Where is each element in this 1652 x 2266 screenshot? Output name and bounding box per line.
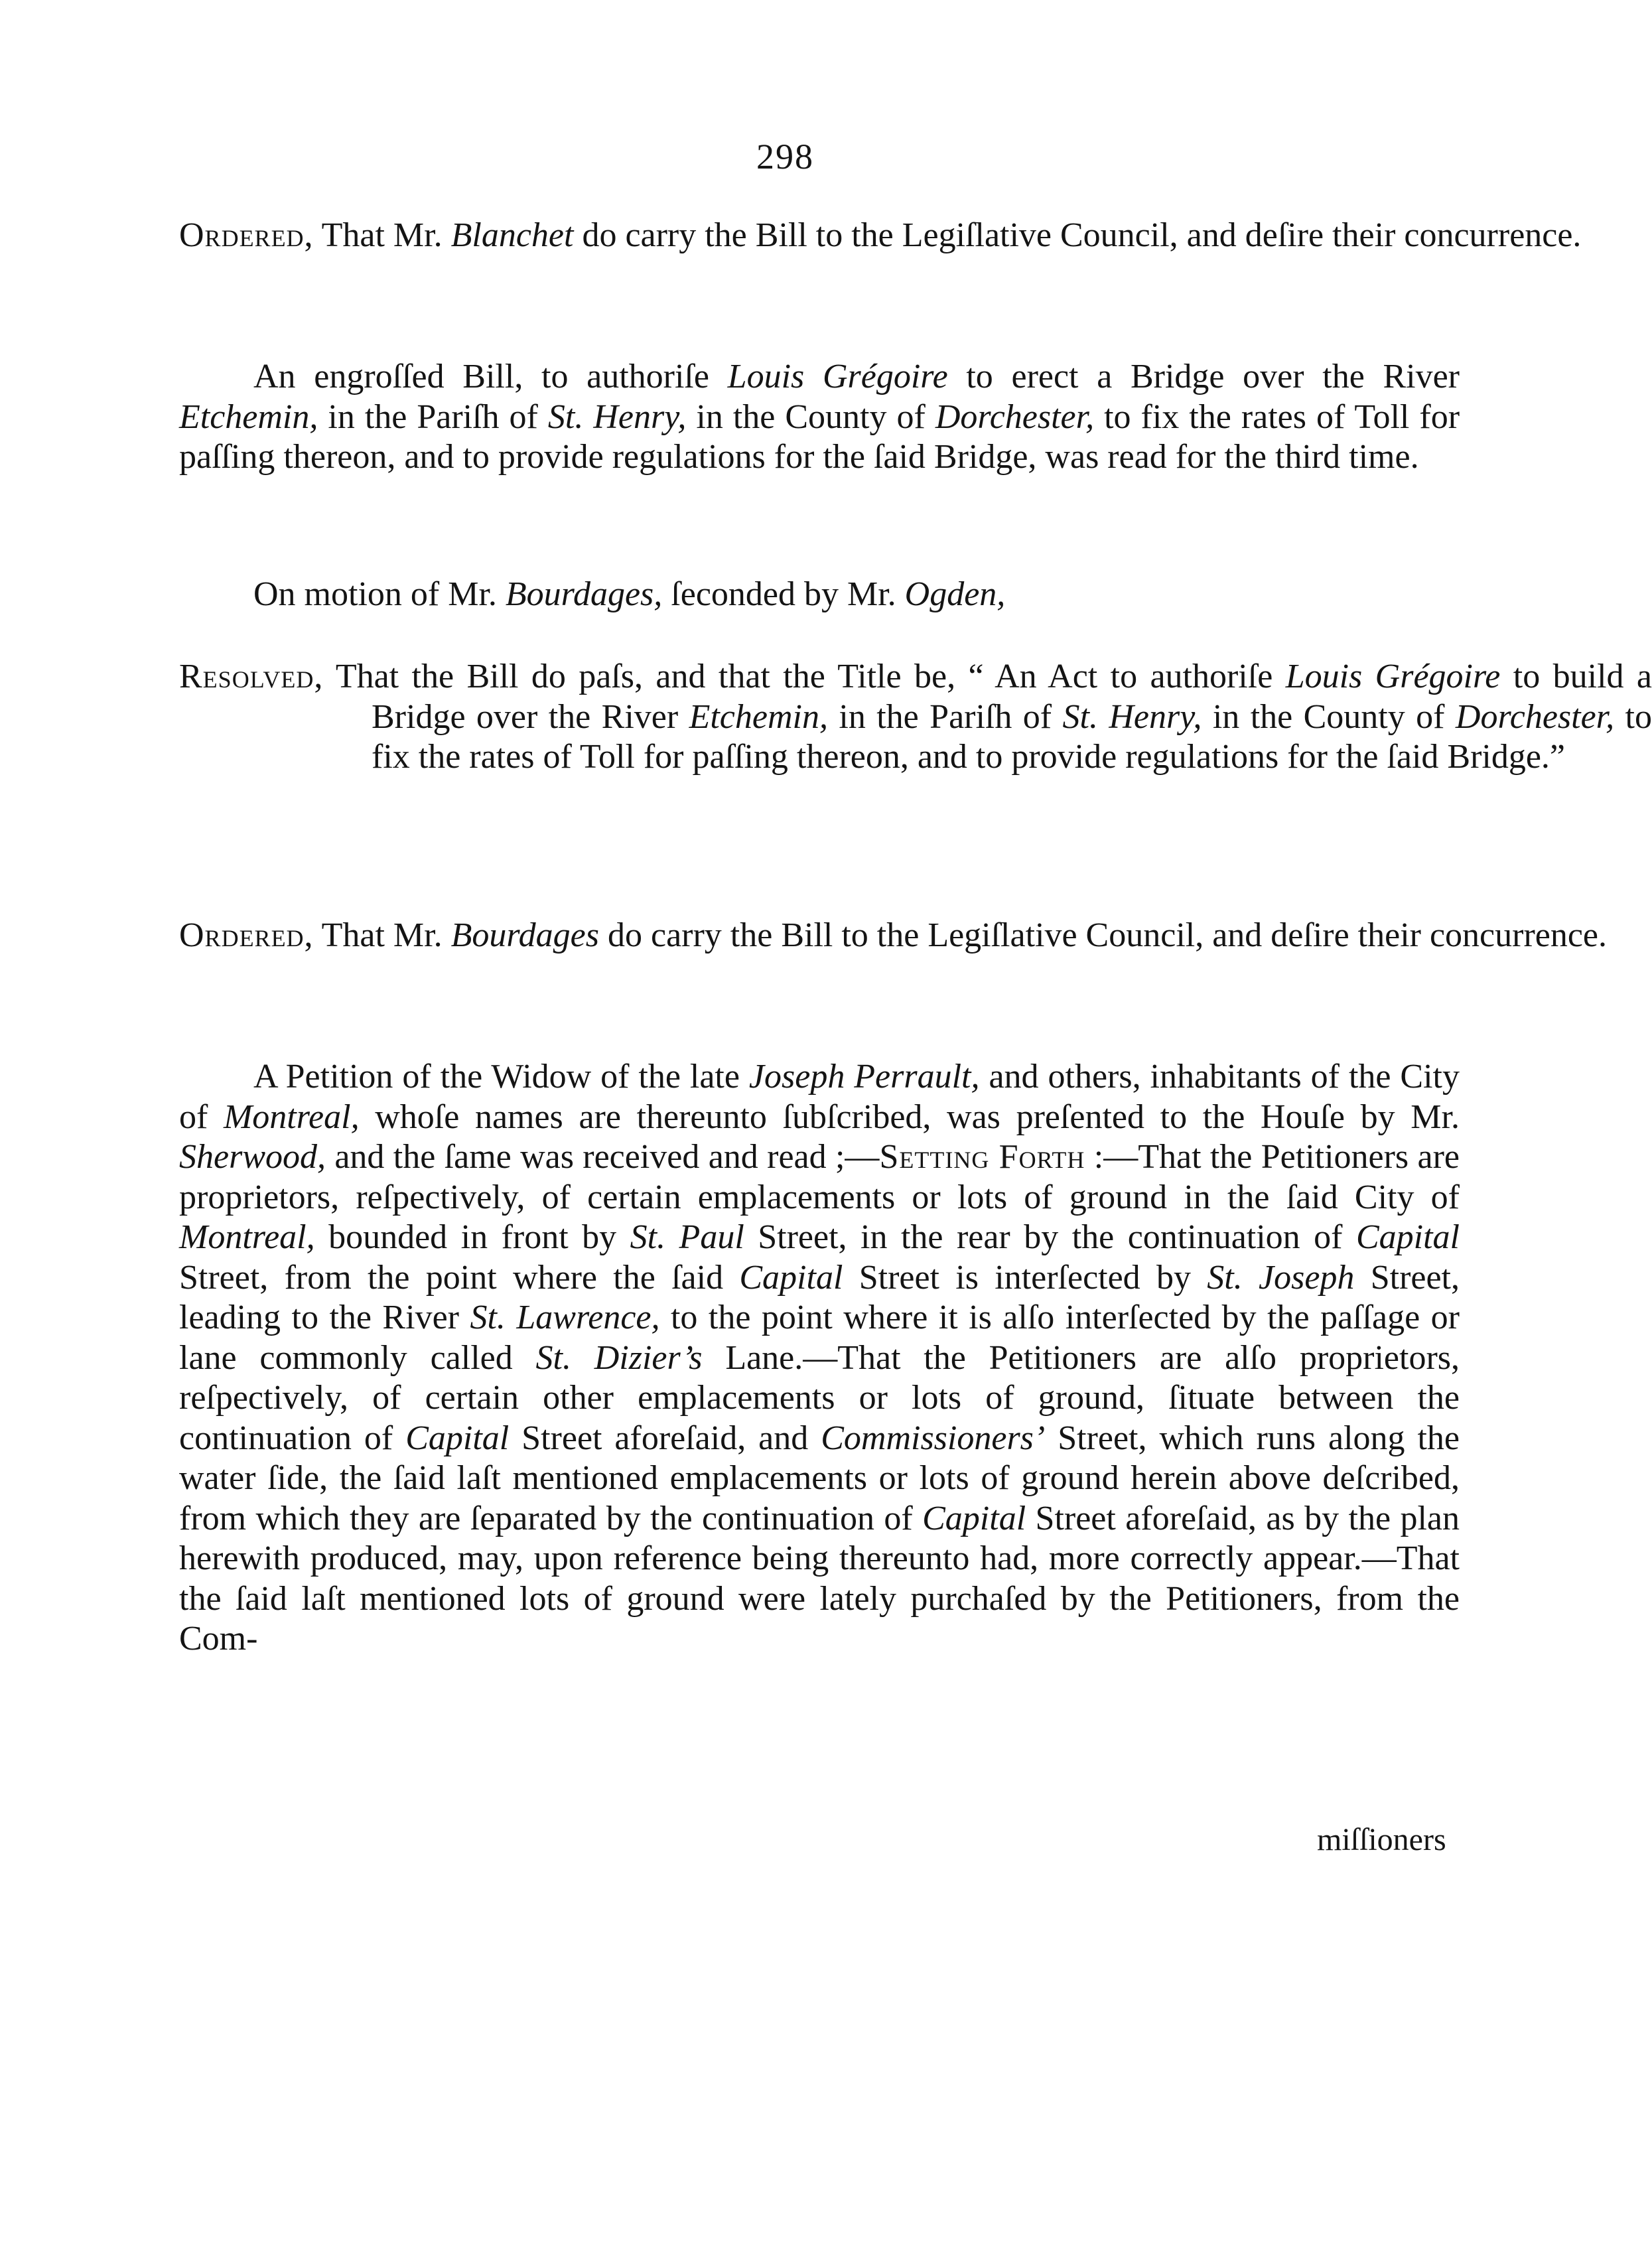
italic-name: Montreal, [223, 1098, 360, 1136]
text-run: to build a Bridge over the River [372, 658, 1652, 736]
text-run: in the County of [686, 397, 935, 436]
text-run: and others, inhabitants of the City of [179, 1058, 1460, 1136]
text-run: in the Pariſh of [318, 397, 548, 436]
entry-keyword: Ordered, [179, 916, 314, 954]
text-run: Street, in the rear by the continuation of [744, 1218, 1356, 1256]
italic-name: Etchemin, [689, 697, 828, 736]
text-run: and the ſame was received and read ;— [326, 1138, 880, 1176]
text-run: Street, from the point where the ſaid [179, 1258, 740, 1297]
italic-name: St. Lawrence, [470, 1299, 660, 1336]
text-run: That the Bill do paſs, and that the Title be, “ An Act to authoriſe [323, 658, 1286, 695]
entry-petition [179, 1057, 1460, 1660]
text-run: Street, which runs along the water ſide, the ſaid laſt mentioned emplacements or lots of ground herein above deſcribed, from which they are ſeparated by the continuation of [179, 1419, 1460, 1537]
text-run: That Mr. [313, 216, 451, 254]
text-run: ſeconded by Mr. [662, 575, 905, 613]
text-run: A Petition of the Widow of the late [253, 1058, 749, 1096]
italic-name: Ogden, [904, 575, 1006, 613]
text-run: That Mr. [313, 916, 451, 954]
italic-name: Bourdages, [505, 575, 663, 613]
text-run: to fix the rates of Toll for paſſing thereon, and to provide regulations for the ſaid Bridge.” [372, 697, 1652, 776]
italic-name: Dorchester, [935, 397, 1095, 436]
text-run: to fix the rates of Toll for paſſing thereon, and to provide regulations for the ſaid Bridge, was read for the third time. [179, 397, 1460, 476]
text-run: do carry the Bill to the Legiſlative Council, and deſire their concurrence. [573, 216, 1582, 254]
text-run: in the Pariſh of [827, 697, 1063, 736]
text-run: to the point where it is alſo interſected by the paſſage or lane commonly called [179, 1299, 1460, 1377]
text-run: On motion of Mr. [253, 575, 506, 613]
italic-name: Louis Grégoire [1285, 658, 1501, 695]
entry-ordered-bourdages [179, 916, 1652, 956]
text-run: bounded in front by [314, 1218, 630, 1256]
italic-name: Montreal, [179, 1218, 315, 1256]
italic-name: St. Joseph [1207, 1258, 1355, 1297]
italic-name: Joseph Perrault, [748, 1058, 980, 1096]
entry-keyword: Resolved, [179, 658, 324, 695]
entry-keyword: Ordered, [179, 216, 314, 254]
text-run: An engroſſed Bill, to authoriſe [253, 358, 728, 395]
italic-name: Blanchet [450, 216, 574, 254]
italic-name: Bourdages [450, 916, 599, 954]
entry-motion [179, 575, 1460, 615]
italic-name: St. Paul [630, 1218, 744, 1256]
italic-name: Louis Grégoire [727, 358, 948, 395]
italic-name: St. Henry, [1062, 697, 1202, 736]
text-run: whoſe names are thereunto ſubſcribed, was preſented to the Houſe by Mr. [359, 1098, 1460, 1136]
catchword: miſſioners [1317, 1822, 1446, 1857]
entry-resolved [179, 657, 1652, 778]
italic-name: Sherwood, [179, 1138, 326, 1176]
italic-name: Capital [739, 1258, 843, 1297]
text-run: Street aforeſaid, as by the plan herewith produced, may, upon reference being thereunto had, more correctly appear.—That the ſaid laſt mentioned lots of ground were lately purchaſed by the Petitioners, from the Com- [179, 1499, 1460, 1658]
entry-ordered-blanchet [179, 216, 1652, 256]
page-number: 298 [756, 137, 814, 177]
entry-engrossed-bill [179, 357, 1460, 478]
italic-name: Capital [922, 1499, 1026, 1537]
italic-name: St. Dizier’s [535, 1338, 703, 1377]
text-run: Street, leading to the River [179, 1258, 1460, 1336]
italic-name: St. Henry, [547, 397, 687, 436]
text-run: do carry the Bill to the Legiſlative Council, and deſire their concurrence. [599, 916, 1607, 954]
italic-name: Etchemin, [179, 397, 318, 436]
text-run: in the County of [1202, 697, 1456, 736]
italic-name: Commissioners’ [821, 1419, 1046, 1457]
text-run: to erect a Bridge over the River [947, 358, 1460, 395]
text-run: :—That the Petitioners are proprietors, reſpectively, of certain emplacements or lots of ground in the ſaid City of [179, 1138, 1460, 1216]
text-run: Street is interſected by [843, 1258, 1207, 1297]
italic-name: Capital [1355, 1218, 1460, 1256]
text-run: Lane.—That the Petitioners are alſo proprietors, reſpectively, of certain other emplacements or lots of ground, ſituate between the continuation of [179, 1338, 1460, 1457]
italic-name: Dorchester, [1455, 697, 1615, 736]
small-caps-text: Setting Forth [879, 1138, 1085, 1176]
italic-name: Capital [405, 1419, 510, 1457]
text-run: Street aforeſaid, and [509, 1419, 821, 1457]
